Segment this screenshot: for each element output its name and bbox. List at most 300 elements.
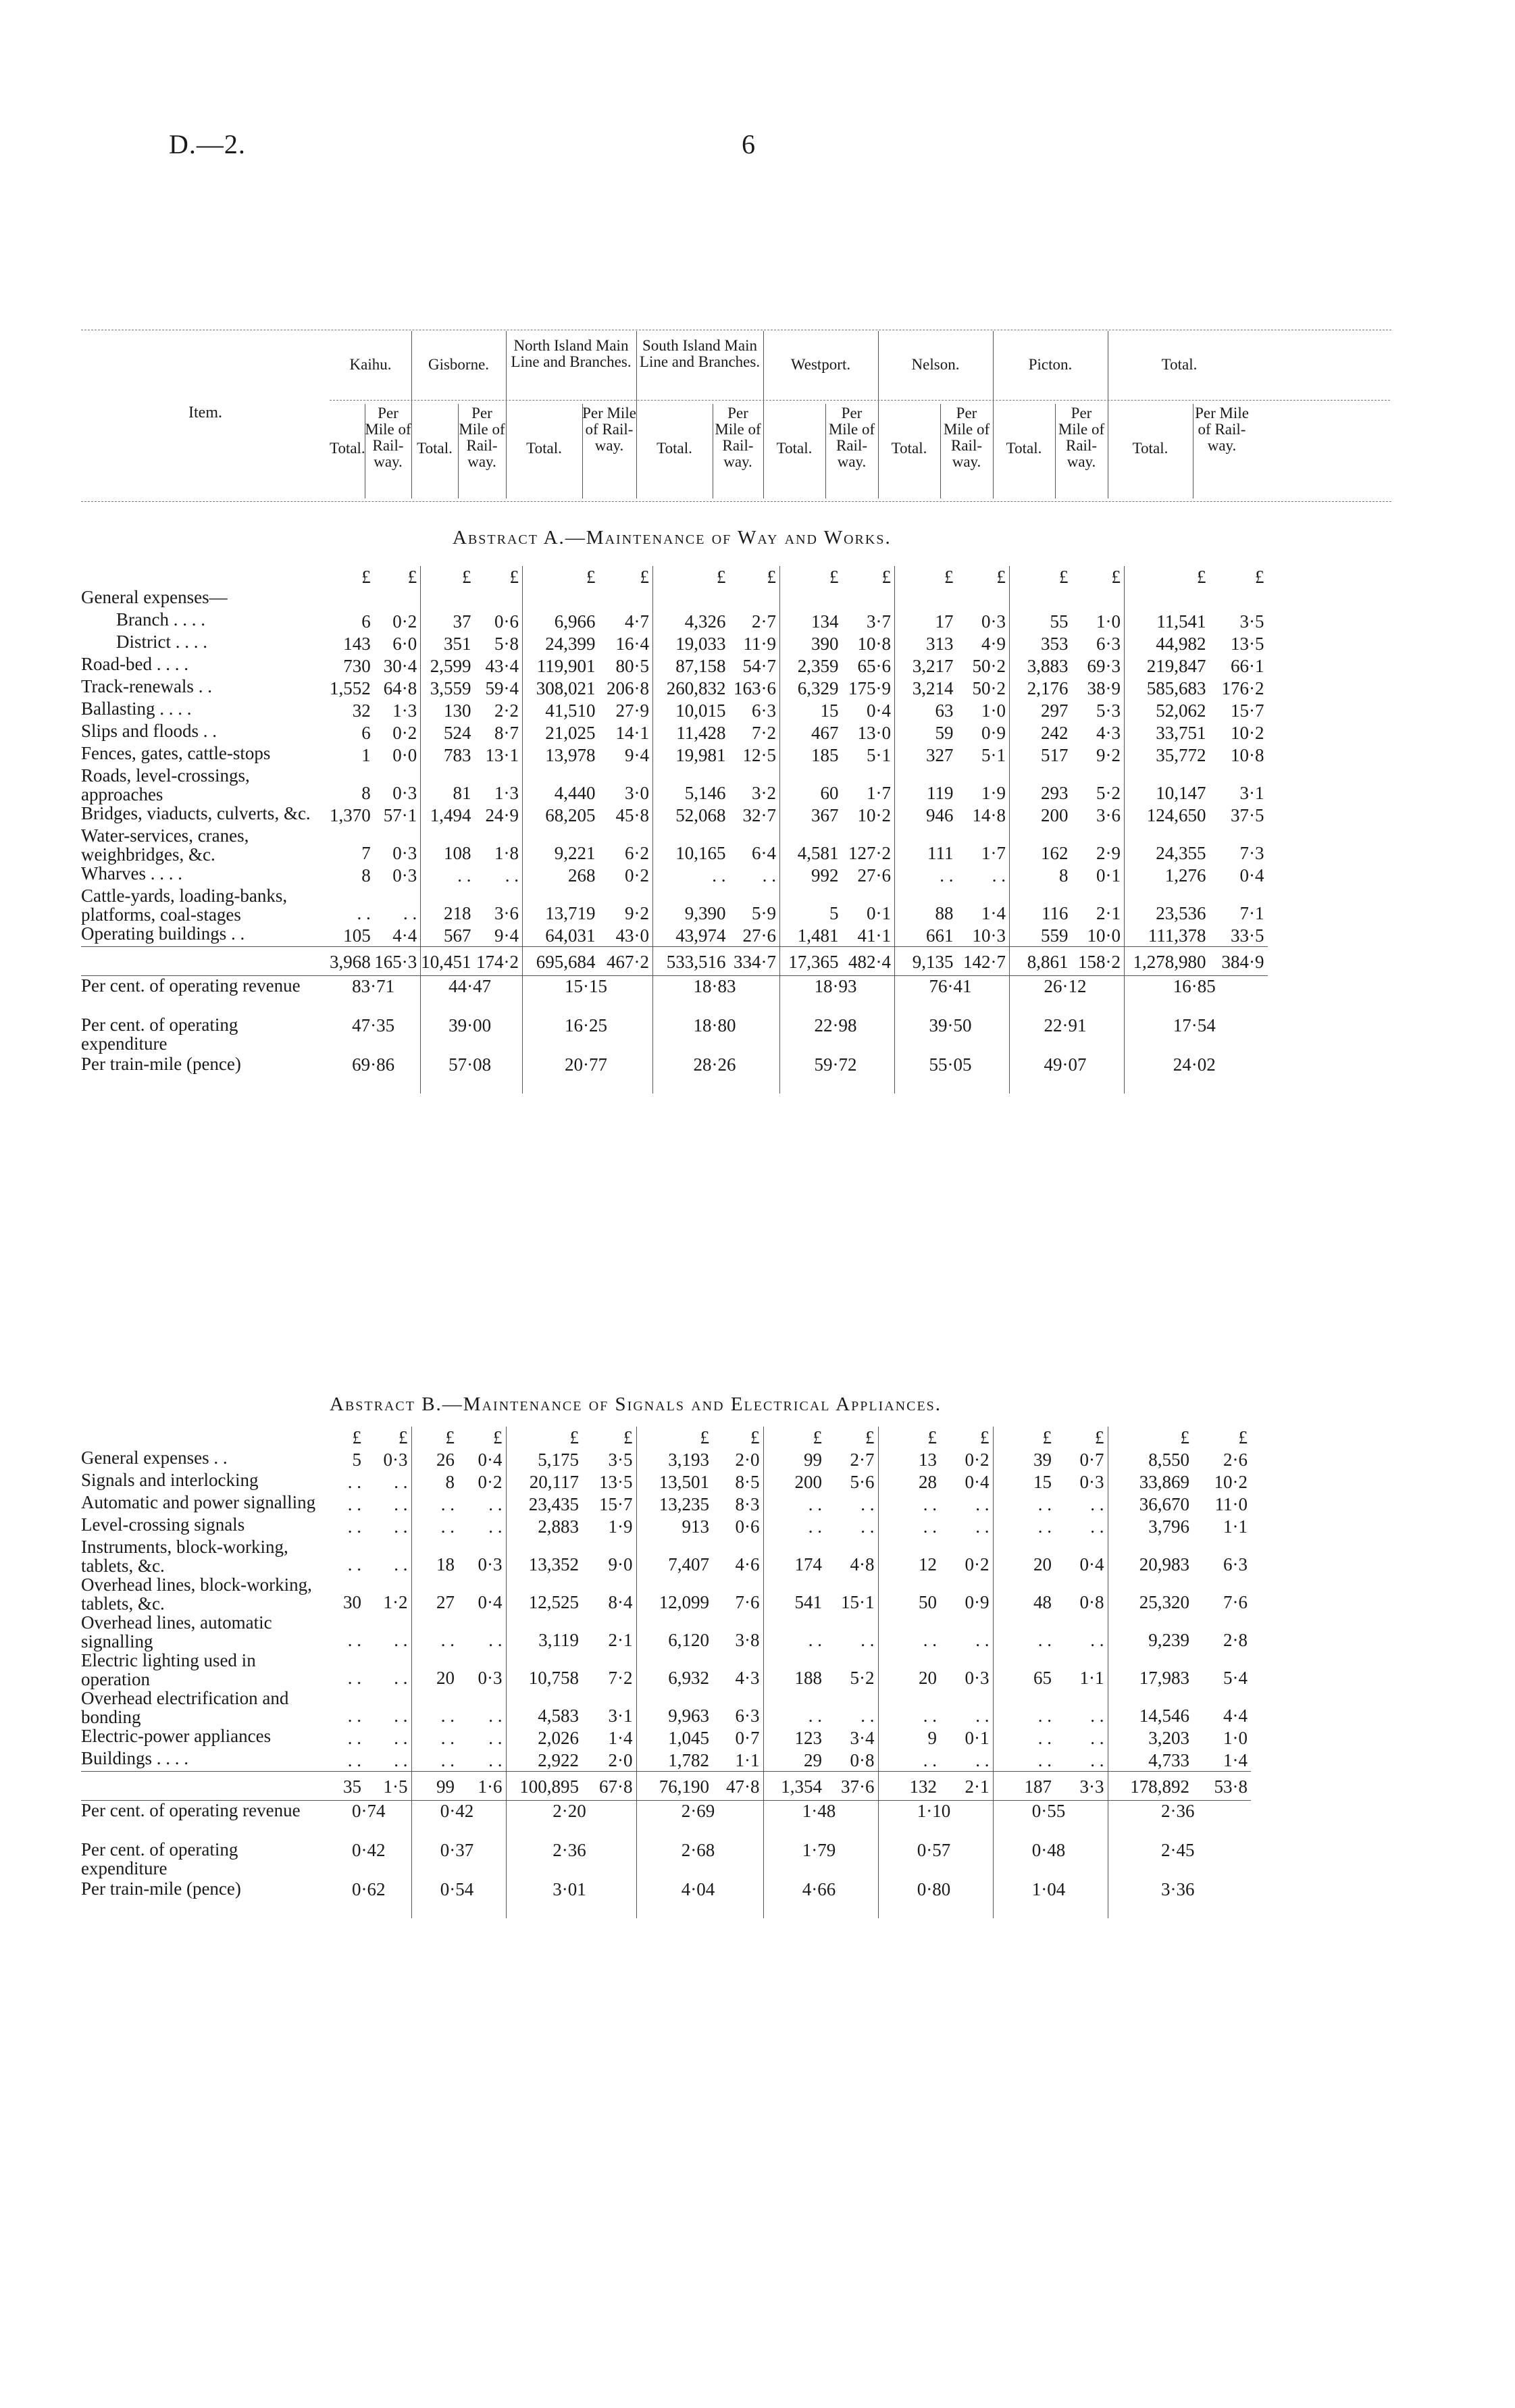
total-cell: 2,359 <box>797 656 839 676</box>
grand-total-cell: 467·2 <box>599 947 653 976</box>
per-mile-cell: 8·5 <box>713 1470 763 1493</box>
per-mile-cell: . . <box>1055 1515 1108 1537</box>
unit-label: £ <box>825 1427 878 1448</box>
per-mile-cell: 1·1 <box>713 1749 763 1772</box>
per-mile-cell: . . <box>940 1515 993 1537</box>
per-mile-cell: 5·6 <box>825 1470 878 1493</box>
total-cell: 20 <box>1033 1554 1052 1574</box>
per-mile-cell <box>374 588 421 610</box>
grand-total-cell: 100,895 <box>506 1772 582 1801</box>
total-cell: . . <box>347 1472 361 1492</box>
per-mile-cell: 0·8 <box>1055 1575 1108 1613</box>
percent-cell: 0·74 <box>330 1801 411 1841</box>
total-cell: 2,176 <box>1027 678 1069 698</box>
column-group-name: Picton. <box>1028 356 1073 373</box>
unit-label: £ <box>842 566 895 588</box>
per-mile-cell: 3·6 <box>475 886 523 924</box>
total-cell: 44,982 <box>1156 634 1206 654</box>
percent-cell: 28·26 <box>653 1054 780 1094</box>
total-cell: 260,832 <box>666 678 726 698</box>
per-mile-cell: 57·1 <box>374 804 421 826</box>
total-cell: . . <box>440 1750 455 1770</box>
unit-label: £ <box>1055 1427 1108 1448</box>
per-mile-cell: 10·8 <box>842 632 895 655</box>
per-mile-cell: 4·6 <box>713 1537 763 1575</box>
total-cell: 15 <box>1033 1472 1052 1492</box>
column-group-name: Nelson. <box>911 356 960 373</box>
per-mile-cell: 1·4 <box>957 886 1010 924</box>
total-cell: . . <box>347 1668 361 1688</box>
total-cell: 6 <box>361 723 371 743</box>
total-cell <box>1125 588 1210 610</box>
total-cell: 8 <box>361 783 371 803</box>
unit-label: £ <box>927 1427 937 1448</box>
unit-label: £ <box>365 1427 411 1448</box>
per-mile-cell: . . <box>458 1515 506 1537</box>
per-mile-cell: 10·3 <box>957 924 1010 947</box>
total-cell: 37 <box>453 611 471 632</box>
per-mile-cell: . . <box>374 886 421 924</box>
grand-total-cell: 334·7 <box>729 947 780 976</box>
per-mile-subheader: Per Mile of Rail-way. <box>1058 405 1105 470</box>
row-label: Track-renewals . . <box>81 676 212 696</box>
grand-total-cell: 142·7 <box>957 947 1010 976</box>
total-cell: 14,546 <box>1139 1706 1189 1726</box>
percent-cell: 2·69 <box>636 1801 763 1841</box>
row-label: Buildings . . . . <box>81 1748 189 1768</box>
per-mile-cell: 0·7 <box>1055 1448 1108 1470</box>
abstract-a-row <box>81 677 1268 699</box>
total-cell: 390 <box>811 634 839 654</box>
column-group-name: North Island Main Line and Branches. <box>511 337 632 370</box>
unit-label: £ <box>582 1427 636 1448</box>
total-cell: 130 <box>444 700 471 721</box>
abstract-b-row <box>81 1537 1251 1575</box>
total-cell: 29 <box>804 1750 822 1770</box>
total-cell: . . <box>923 1706 937 1726</box>
total-cell: 353 <box>1041 634 1069 654</box>
total-cell: 1,045 <box>668 1728 709 1748</box>
unit-label: £ <box>813 1427 822 1448</box>
percent-cell: 3·01 <box>506 1879 636 1918</box>
total-cell: 946 <box>926 805 954 825</box>
unit-label: £ <box>458 1427 506 1448</box>
total-cell: . . <box>440 1516 455 1537</box>
unit-label: £ <box>944 567 954 587</box>
total-cell: 308,021 <box>536 678 596 698</box>
abstract-b-row <box>81 1689 1251 1726</box>
per-mile-cell: 2·1 <box>1072 886 1125 924</box>
per-mile-cell: 14·1 <box>599 721 653 744</box>
row-label: General expenses . . <box>81 1448 228 1468</box>
grand-total-cell: 187 <box>993 1772 1055 1801</box>
per-mile-cell: . . <box>729 864 780 886</box>
total-cell: 185 <box>811 745 839 765</box>
per-mile-cell <box>475 588 523 610</box>
per-mile-cell: 0·1 <box>842 886 895 924</box>
total-subheader: Total. <box>776 440 813 457</box>
abstract-a-unit-row <box>81 566 1268 588</box>
per-mile-cell: 10·2 <box>842 804 895 826</box>
row-label: Per train-mile (pence) <box>81 1878 241 1899</box>
per-mile-cell <box>729 588 780 610</box>
per-mile-cell: 9·2 <box>1072 744 1125 766</box>
per-mile-cell: 4·8 <box>825 1537 878 1575</box>
grand-total-cell: 67·8 <box>582 1772 636 1801</box>
abstract-a-row <box>81 744 1268 766</box>
header-divider <box>1055 404 1056 498</box>
page-number: 6 <box>742 129 755 159</box>
total-cell: 65 <box>1033 1668 1052 1688</box>
per-mile-cell: 4·4 <box>374 924 421 947</box>
unit-label: £ <box>1042 1427 1052 1448</box>
abstract-b-percent-row <box>81 1840 1251 1879</box>
total-cell: 3,883 <box>1027 656 1069 676</box>
per-mile-cell: 1·9 <box>957 766 1010 804</box>
per-mile-cell: 30·4 <box>374 655 421 677</box>
grand-total-cell: 9,135 <box>895 947 957 976</box>
per-mile-cell: 0·3 <box>940 1651 993 1689</box>
per-mile-cell: 3·5 <box>1239 611 1264 632</box>
per-mile-cell: 43·4 <box>475 655 523 677</box>
percent-cell: 57·08 <box>421 1054 523 1094</box>
per-mile-cell: . . <box>825 1493 878 1515</box>
per-mile-subheader: Per Mile of Rail-way. <box>828 405 875 470</box>
row-label: Per cent. of operating revenue <box>81 1800 301 1820</box>
total-cell: 6,120 <box>668 1630 709 1650</box>
per-mile-subheader: Per Mile of Rail-way. <box>1195 405 1249 454</box>
per-mile-cell: 4·9 <box>957 632 1010 655</box>
total-cell: . . <box>347 1750 361 1770</box>
total-cell: 6,329 <box>797 678 839 698</box>
percent-cell: 2·36 <box>506 1840 636 1879</box>
abstract-a-percent-row <box>81 1015 1268 1054</box>
percent-cell: 24·02 <box>1173 1054 1216 1075</box>
per-mile-cell: 3·8 <box>713 1613 763 1651</box>
row-label: Per cent. of operating expenditure <box>81 1015 238 1054</box>
total-subheader: Total. <box>1006 440 1042 457</box>
grand-total-cell: 178,892 <box>1108 1772 1193 1801</box>
per-mile-cell: 5·3 <box>1072 699 1125 721</box>
total-cell: 32 <box>352 700 371 721</box>
per-mile-cell: 50·2 <box>957 677 1010 699</box>
percent-cell: 0·80 <box>878 1879 993 1918</box>
total-cell: . . <box>923 1516 937 1537</box>
per-mile-subheader: Per Mile of Rail-way. <box>459 405 505 470</box>
row-label: General expenses— <box>81 587 228 607</box>
total-cell: 13,719 <box>545 903 596 923</box>
total-cell: 13 <box>919 1450 937 1470</box>
unit-label: £ <box>569 1427 579 1448</box>
row-label: District . . . . <box>116 632 207 652</box>
grand-total-cell: 2·1 <box>940 1772 993 1801</box>
per-mile-cell: 0·4 <box>842 699 895 721</box>
total-cell: 11,428 <box>676 723 726 743</box>
per-mile-cell: 9·4 <box>475 924 523 947</box>
column-group-name: Gisborne. <box>428 356 490 373</box>
percent-cell: 4·04 <box>636 1879 763 1918</box>
per-mile-cell: 127·2 <box>842 826 895 864</box>
total-cell: . . <box>808 1494 822 1514</box>
per-mile-cell: 2·7 <box>729 610 780 632</box>
per-mile-cell: 7·1 <box>1239 903 1264 923</box>
total-cell: 39 <box>1033 1450 1052 1470</box>
percent-cell: 1·48 <box>763 1801 878 1841</box>
row-label: Overhead lines, automatic signalling <box>81 1612 272 1651</box>
total-cell: 105 <box>343 925 371 946</box>
total-cell: . . <box>712 865 726 886</box>
per-mile-cell: 10·8 <box>1231 745 1264 765</box>
abstract-b-title: Abstract B.—Maintenance of Signals and Electrical Appliances. <box>330 1393 942 1415</box>
row-label: Electric lighting used in operation <box>81 1650 256 1689</box>
total-cell: 33,751 <box>1156 723 1206 743</box>
abstract-b-unit-row <box>81 1427 1251 1448</box>
total-cell: 13,501 <box>659 1472 709 1492</box>
total-cell: 5,146 <box>684 783 726 803</box>
abstract-a-row <box>81 610 1268 632</box>
percent-cell: 2·45 <box>1161 1840 1195 1860</box>
percent-cell: 1·10 <box>878 1801 993 1841</box>
total-cell: 11,541 <box>1156 611 1206 632</box>
total-cell: 81 <box>453 783 471 803</box>
per-mile-cell: 2·9 <box>1072 826 1125 864</box>
per-mile-cell: . . <box>458 1749 506 1772</box>
per-mile-cell: 0·4 <box>1055 1537 1108 1575</box>
total-cell: 23,536 <box>1156 903 1206 923</box>
grand-total-cell: 35 <box>330 1772 365 1801</box>
per-mile-cell: 176·2 <box>1221 678 1264 698</box>
unit-label: £ <box>352 1427 361 1448</box>
row-label: Roads, level-crossings, approaches <box>81 765 250 804</box>
total-cell: 541 <box>794 1592 822 1612</box>
abstract-b-totals-row <box>81 1772 1251 1801</box>
per-mile-cell: 5·4 <box>1223 1668 1248 1688</box>
total-cell: . . <box>440 1706 455 1726</box>
grand-total-cell: 533,516 <box>653 947 729 976</box>
abstract-b-row <box>81 1749 1251 1772</box>
total-cell: 1,481 <box>797 925 839 946</box>
percent-cell: 83·71 <box>330 976 421 1016</box>
abstract-a-title: Abstract A.—Maintenance of Way and Works. <box>453 527 892 548</box>
per-mile-cell: 10·2 <box>1231 723 1264 743</box>
per-mile-cell: 9·0 <box>582 1537 636 1575</box>
total-cell: 2,026 <box>538 1728 579 1748</box>
per-mile-cell: . . <box>458 1613 506 1651</box>
total-cell: 33,869 <box>1139 1472 1189 1492</box>
per-mile-cell: 0·4 <box>458 1448 506 1470</box>
per-mile-cell: 13·5 <box>1231 634 1264 654</box>
column-group-name: Kaihu. <box>349 356 392 373</box>
total-cell: 517 <box>1041 745 1069 765</box>
percent-cell: 18·93 <box>780 976 895 1016</box>
per-mile-cell: . . <box>1055 1749 1108 1772</box>
total-cell: 119,901 <box>536 656 596 676</box>
per-mile-cell: 163·6 <box>729 677 780 699</box>
row-label: Wharves . . . . <box>81 863 182 883</box>
percent-cell: 0·48 <box>993 1840 1108 1879</box>
total-cell: 1,494 <box>430 805 471 825</box>
per-mile-cell: 38·9 <box>1072 677 1125 699</box>
per-mile-cell: 2·1 <box>582 1613 636 1651</box>
column-group-name: South Island Main Line and Branches. <box>639 337 761 370</box>
per-mile-cell: 11·9 <box>729 632 780 655</box>
grand-total-cell: 1·6 <box>458 1772 506 1801</box>
per-mile-cell: . . <box>940 1689 993 1726</box>
grand-total-cell: 1,354 <box>763 1772 825 1801</box>
per-mile-cell: 4·3 <box>1072 721 1125 744</box>
grand-total-cell: 3,968 <box>330 947 374 976</box>
total-cell: 12 <box>919 1554 937 1574</box>
unit-label: £ <box>374 566 421 588</box>
per-mile-cell: 1·1 <box>1223 1516 1248 1537</box>
total-cell: 24,399 <box>545 634 596 654</box>
total-cell: . . <box>923 1494 937 1514</box>
total-cell <box>780 588 842 610</box>
per-mile-cell: 1·4 <box>1223 1750 1248 1770</box>
per-mile-cell <box>842 588 895 610</box>
percent-cell: 4·66 <box>763 1879 878 1918</box>
per-mile-cell: 3·1 <box>582 1689 636 1726</box>
per-mile-cell: . . <box>1055 1726 1108 1749</box>
abstract-a-row <box>81 826 1268 864</box>
total-cell: 52,068 <box>675 805 726 825</box>
percent-cell: 1·79 <box>763 1840 878 1879</box>
grand-total-cell: 384·9 <box>1210 947 1268 976</box>
total-cell: . . <box>440 1494 455 1514</box>
total-cell: 36,670 <box>1139 1494 1189 1514</box>
per-mile-cell: 8·3 <box>713 1493 763 1515</box>
per-mile-cell: 15·7 <box>1231 700 1264 721</box>
per-mile-cell: 32·7 <box>729 804 780 826</box>
total-cell: 783 <box>444 745 471 765</box>
total-cell: 913 <box>682 1516 709 1537</box>
per-mile-cell: 2·8 <box>1223 1630 1248 1650</box>
per-mile-cell: 1·0 <box>1223 1728 1248 1748</box>
percent-cell: 3·36 <box>1161 1879 1195 1899</box>
total-cell: . . <box>808 1516 822 1537</box>
total-cell: . . <box>440 1728 455 1748</box>
per-mile-cell: . . <box>365 1470 411 1493</box>
abstract-a-percent-row <box>81 1054 1268 1094</box>
percent-cell: 39·00 <box>421 1015 523 1054</box>
per-mile-cell: 5·2 <box>825 1651 878 1689</box>
total-cell: 9,963 <box>668 1706 709 1726</box>
total-cell: 111,378 <box>1148 925 1206 946</box>
unit-label: £ <box>1255 567 1264 587</box>
per-mile-cell: 206·8 <box>599 677 653 699</box>
grand-total-cell: 174·2 <box>475 947 523 976</box>
per-mile-cell: 3·5 <box>582 1448 636 1470</box>
per-mile-cell: . . <box>365 1493 411 1515</box>
abstract-b-table <box>81 1427 1251 1918</box>
total-cell: 5,175 <box>538 1450 579 1470</box>
row-label: Cattle-yards, loading-banks, platforms, coal-stages <box>81 886 288 925</box>
per-mile-cell: 5·1 <box>957 744 1010 766</box>
per-mile-cell: 24·9 <box>475 804 523 826</box>
total-cell: 12,525 <box>528 1592 579 1612</box>
abstract-a-table <box>81 566 1268 1094</box>
abstract-a-row <box>81 699 1268 721</box>
row-label: Instruments, block-working, tablets, &c. <box>81 1537 288 1576</box>
per-mile-cell: 0·3 <box>374 864 421 886</box>
grand-total-cell: 132 <box>878 1772 940 1801</box>
per-mile-cell: 0·2 <box>940 1537 993 1575</box>
total-cell: 20,983 <box>1139 1554 1189 1574</box>
per-mile-cell: 10·0 <box>1072 924 1125 947</box>
total-cell: 9,221 <box>554 843 596 863</box>
per-mile-cell: 2·7 <box>825 1448 878 1470</box>
per-mile-cell: 16·4 <box>599 632 653 655</box>
per-mile-cell: 6·3 <box>1223 1554 1248 1574</box>
per-mile-cell: 1·3 <box>475 766 523 804</box>
unit-label: £ <box>957 566 1010 588</box>
per-mile-cell: 9·4 <box>599 744 653 766</box>
total-cell: 20,117 <box>529 1472 579 1492</box>
total-subheader: Total. <box>1132 440 1169 457</box>
total-cell: 5 <box>829 903 839 923</box>
header-divider <box>458 404 459 498</box>
percent-cell: 22·98 <box>780 1015 895 1054</box>
per-mile-cell: . . <box>825 1689 878 1726</box>
per-mile-cell: 0·6 <box>713 1515 763 1537</box>
abstract-a-row <box>81 766 1268 804</box>
unit-label: £ <box>700 1427 709 1448</box>
per-mile-cell: 1·9 <box>582 1515 636 1537</box>
total-cell: 10,165 <box>675 843 726 863</box>
total-cell: 13,235 <box>659 1494 709 1514</box>
grand-total-cell: 1·5 <box>365 1772 411 1801</box>
row-label: Electric-power appliances <box>81 1726 272 1746</box>
total-cell: 585,683 <box>1146 678 1206 698</box>
total-cell: . . <box>808 1630 822 1650</box>
unit-label: £ <box>599 566 653 588</box>
percent-cell: 2·36 <box>1161 1801 1195 1821</box>
per-mile-cell: 0·4 <box>1239 865 1264 886</box>
total-cell: 55 <box>1050 611 1069 632</box>
per-mile-cell: 50·2 <box>957 655 1010 677</box>
percent-cell: 1·04 <box>993 1879 1108 1918</box>
total-cell: 4,440 <box>554 783 596 803</box>
total-cell: 1 <box>361 745 371 765</box>
abstract-a-row <box>81 632 1268 655</box>
per-mile-cell: 11·0 <box>1214 1494 1248 1514</box>
total-cell: 48 <box>1033 1592 1052 1612</box>
total-cell: 2,883 <box>538 1516 579 1537</box>
abstract-b-row <box>81 1515 1251 1537</box>
total-cell: 60 <box>820 783 839 803</box>
percent-cell: 15·15 <box>523 976 653 1016</box>
total-cell: 111 <box>927 843 954 863</box>
total-cell: . . <box>808 1706 822 1726</box>
per-mile-cell: . . <box>365 1515 411 1537</box>
total-cell: 99 <box>804 1450 822 1470</box>
row-label: Level-crossing signals <box>81 1514 245 1535</box>
row-label: Ballasting . . . . <box>81 698 192 719</box>
total-cell: . . <box>347 1706 361 1726</box>
total-cell: . . <box>923 1750 937 1770</box>
total-cell: 27 <box>436 1592 455 1612</box>
per-mile-cell: 4·7 <box>599 610 653 632</box>
per-mile-cell: 175·9 <box>842 677 895 699</box>
total-cell: 10,015 <box>675 700 726 721</box>
percent-cell: 22·91 <box>1010 1015 1125 1054</box>
unit-label: £ <box>1072 566 1125 588</box>
per-mile-cell: 1·4 <box>582 1726 636 1749</box>
per-mile-cell: 4·3 <box>713 1651 763 1689</box>
per-mile-cell: 14·8 <box>957 804 1010 826</box>
total-cell: 88 <box>935 903 954 923</box>
per-mile-cell: . . <box>1055 1613 1108 1651</box>
